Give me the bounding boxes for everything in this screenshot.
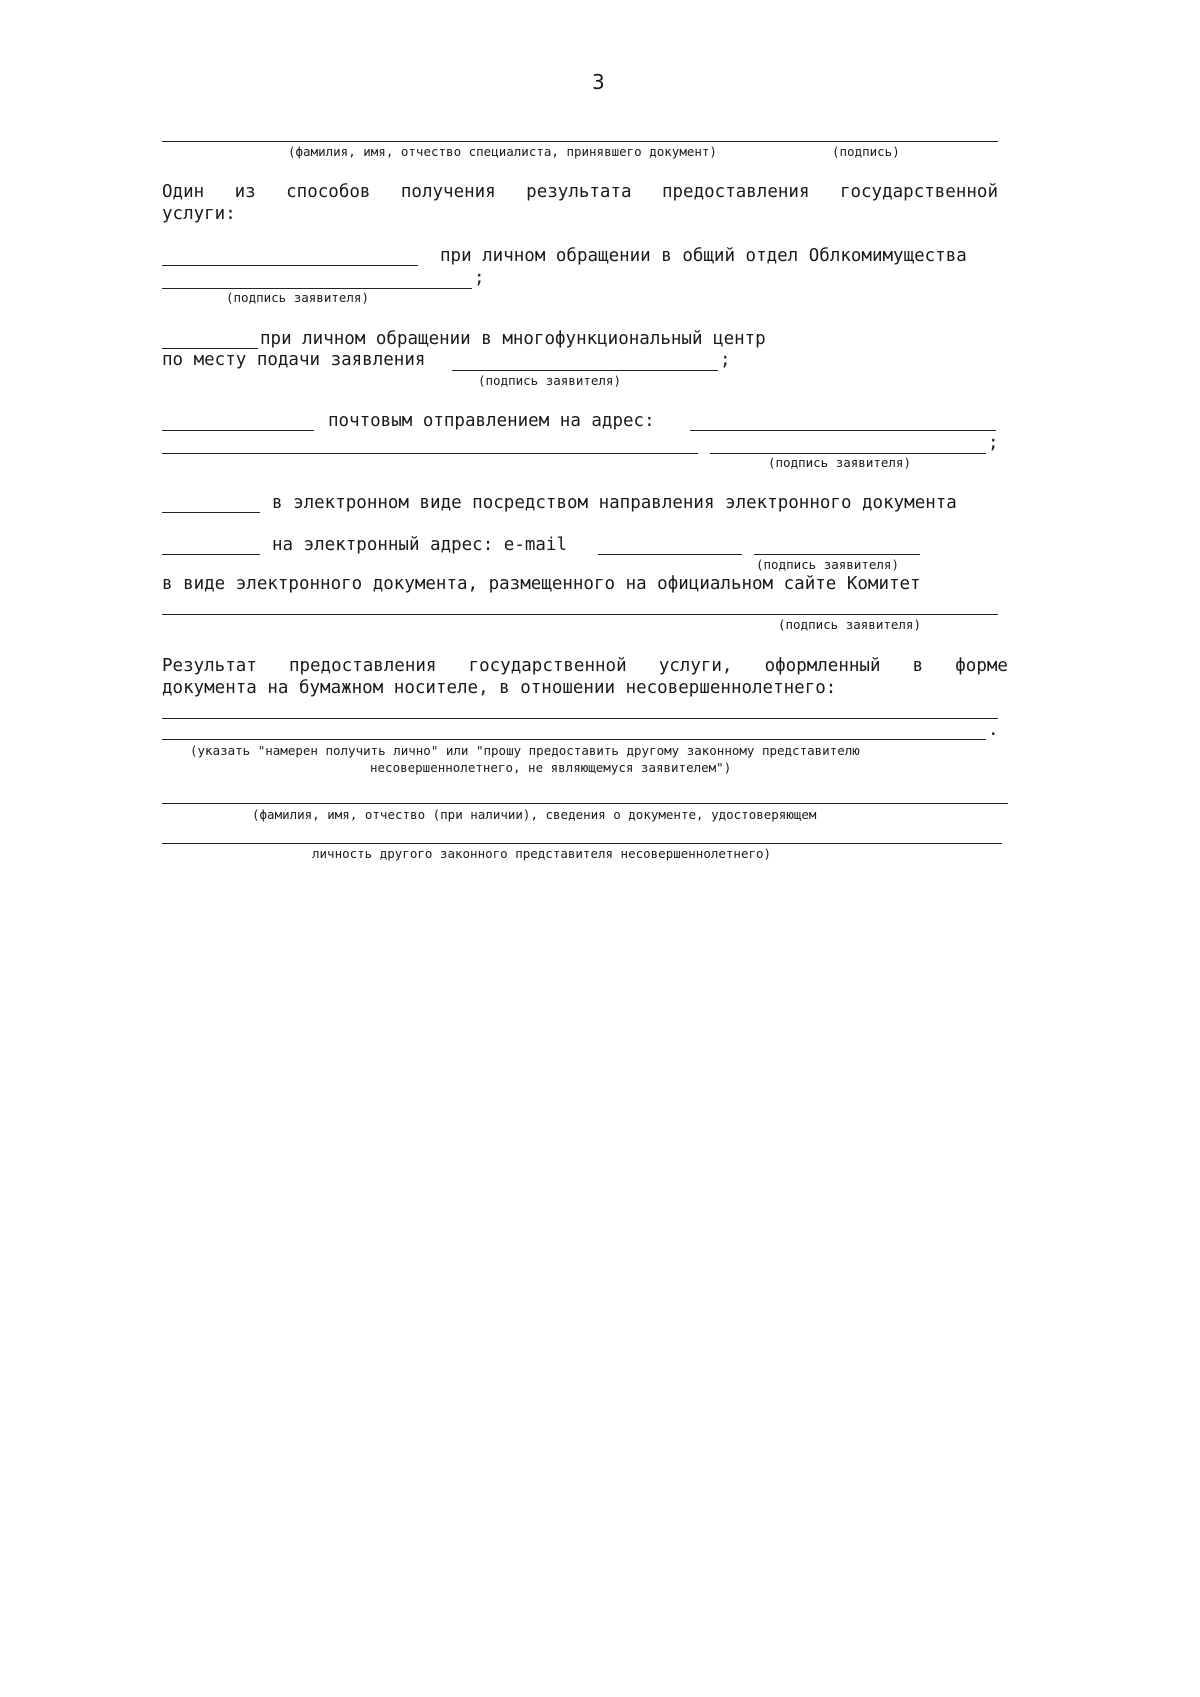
email-option-text: на электронный адрес: e-mail	[272, 535, 568, 555]
methods-intro-line2: услуги:	[162, 204, 236, 224]
specialist-name-caption: (фамилия, имя, отчество специалиста, принявшего документ)	[288, 144, 717, 159]
result-answer-line-2[interactable]	[162, 739, 986, 740]
mfc-signature-line[interactable]	[452, 370, 718, 371]
result-word: государственной	[468, 656, 627, 676]
result-word: форме	[955, 656, 1008, 676]
intro-word: предоставления	[661, 182, 810, 202]
specialist-signature-line	[162, 141, 998, 142]
result-word: предоставления	[288, 656, 437, 676]
mfc-option-text: при личном обращении в многофункциональный центр	[260, 329, 766, 349]
office-option-text: при личном обращении в общий отдел Облкомимущества	[440, 246, 967, 266]
page-number: 3	[592, 70, 605, 94]
email-signature-line[interactable]	[754, 554, 920, 555]
intro-word: способов	[286, 182, 371, 202]
result-word: услуги,	[658, 656, 733, 676]
post-semicolon: ;	[988, 433, 999, 453]
mfc-signature-caption: (подпись заявителя)	[478, 373, 621, 388]
methods-intro	[162, 182, 998, 202]
electronic-checkbox-line[interactable]	[162, 512, 260, 513]
mfc-checkbox-line[interactable]	[162, 348, 258, 349]
mfc-semicolon: ;	[720, 350, 731, 370]
email-checkbox-line[interactable]	[162, 554, 260, 555]
office-signature-caption: (подпись заявителя)	[226, 290, 369, 305]
result-paper-text-line2: документа на бумажном носителе, в отношении несовершеннолетнего:	[162, 678, 837, 698]
result-word: в	[912, 656, 924, 676]
intro-word: получения	[400, 182, 496, 202]
email-signature-caption: (подпись заявителя)	[756, 557, 899, 572]
website-signature-caption: (подпись заявителя)	[778, 617, 921, 632]
email-address-line[interactable]	[598, 554, 742, 555]
intro-word: Один	[162, 182, 205, 202]
post-checkbox-line[interactable]	[162, 430, 314, 431]
post-option-text: почтовым отправлением на адрес:	[328, 411, 655, 431]
mfc-option-text-line2: по месту подачи заявления	[162, 350, 426, 370]
result-paper-text	[162, 656, 1008, 676]
result-caption-line2: несовершеннолетнего, не являющемуся заявителем")	[370, 760, 732, 775]
office-checkbox-line[interactable]	[162, 265, 418, 266]
office-semicolon: ;	[474, 268, 485, 288]
website-signature-line[interactable]	[162, 614, 998, 615]
representative-name-line[interactable]	[162, 803, 1008, 804]
specialist-signature-caption: (подпись)	[832, 144, 900, 159]
electronic-option-text: в электронном виде посредством направления электронного документа	[272, 493, 957, 513]
post-signature-caption: (подпись заявителя)	[768, 455, 911, 470]
representative-document-line[interactable]	[162, 843, 1002, 844]
representative-caption-line2: личность другого законного представителя несовершеннолетнего)	[312, 846, 772, 861]
representative-caption: (фамилия, имя, отчество (при наличии), сведения о документе, удостоверяющем	[252, 807, 817, 822]
result-word: оформленный	[764, 656, 881, 676]
intro-word: из	[234, 182, 256, 202]
post-address-line-2[interactable]	[162, 453, 698, 454]
intro-word: результата	[526, 182, 632, 202]
result-caption: (указать "намерен получить лично" или "прошу предоставить другому законному представителю	[190, 743, 860, 758]
intro-word: государственной	[839, 182, 998, 202]
result-answer-line[interactable]	[162, 718, 998, 719]
post-address-line[interactable]	[690, 430, 996, 431]
website-option-text: в виде электронного документа, размещенного на официальном сайте Комитет	[162, 574, 921, 594]
result-period: .	[988, 720, 999, 740]
result-word: Результат	[162, 656, 257, 676]
post-signature-line[interactable]	[710, 453, 986, 454]
office-signature-line[interactable]	[162, 288, 472, 289]
